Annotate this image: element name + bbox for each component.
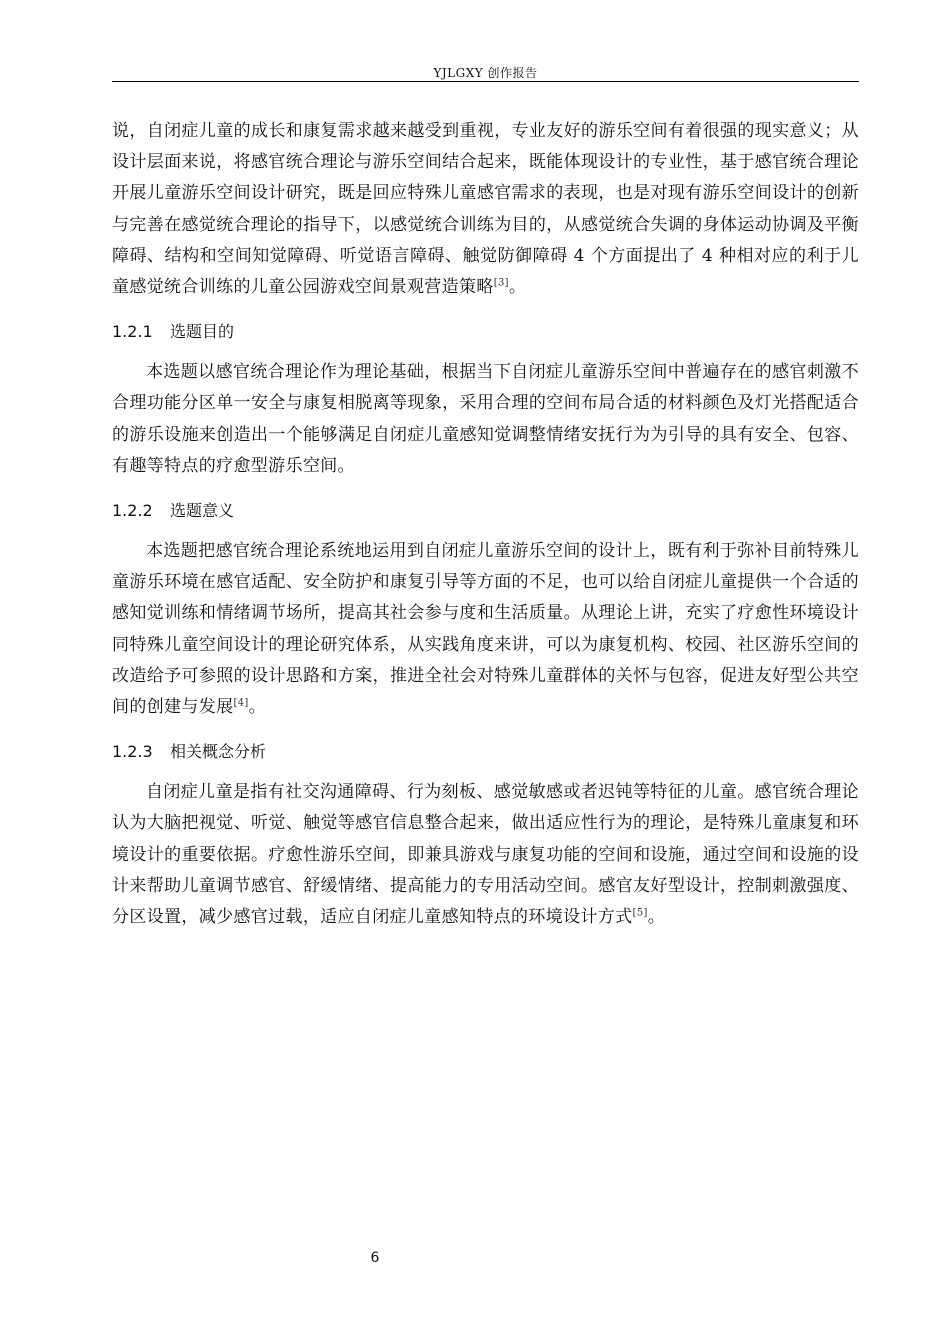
citation-ref: [3]: [493, 277, 509, 289]
section-text: 本选题以感官统合理论作为理论基础，根据当下自闭症儿童游乐空间中普遍存在的感官刺激不合理功能分区单一安全与康复相脱离等现象，采用合理的空间布局合适的材料颜色及灯光搭配适合的游乐设施来创造出一个能够满足自闭症儿童感知觉调整情绪安抚行为为引导的具有安全、包容、有趣等特点的疗愈型游乐空间。: [112, 362, 859, 476]
intro-paragraph: [112, 116, 859, 303]
section-title: 选题意义: [170, 501, 235, 521]
section-heading-1-2-1: [112, 321, 859, 343]
section-number: 1.2.2: [112, 501, 153, 521]
section-number: 1.2.1: [112, 322, 153, 342]
citation-ref: [5]: [632, 907, 648, 919]
section-text: 自闭症儿童是指有社交沟通障碍、行为刻板、感觉敏感或者迟钝等特征的儿童。感官统合理论认为大脑把视觉、听觉、触觉等感官信息整合起来，做出适应性行为的理论，是特殊儿童康复和环境设计的重要依据。疗愈性游乐空间，即兼具游戏与康复功能的空间和设施，通过空间和设施的设计来帮助儿童调节感官、舒缓情绪、提高能力的专用活动空间。感官友好型设计，控制刺激强度、分区设置，减少感官过载，适应自闭症儿童感知特点的环境设计方式: [112, 782, 859, 928]
section-title: 选题目的: [170, 322, 235, 342]
page-number: 6: [370, 1250, 380, 1266]
section-paragraph-1-2-1: [112, 357, 859, 482]
section-heading-1-2-3: [112, 741, 859, 763]
section-heading-1-2-2: [112, 500, 859, 522]
section-title: 相关概念分析: [170, 742, 267, 762]
citation-ref: [4]: [233, 697, 249, 709]
document-body: [112, 116, 859, 933]
section-text: 本选题把感官统合理论系统地运用到自闭症儿童游乐空间的设计上，既有利于弥补目前特殊儿童游乐环境在感官适配、安全防护和康复引导等方面的不足，也可以给自闭症儿童提供一个合适的感知觉训练和情绪调节场所，提高其社会参与度和生活质量。从理论上讲，充实了疗愈性环境设计同特殊儿童空间设计的理论研究体系，从实践角度来讲，可以为康复机构、校园、社区游乐空间的改造给予可参照的设计思路和方案，推进全社会对特殊儿童群体的关怀与包容，促进友好型公共空间的创建与发展: [112, 541, 859, 718]
header-rule: [112, 81, 859, 82]
page-header: YJLGXY 创作报告: [433, 66, 538, 80]
section-end: 。: [248, 697, 267, 718]
intro-end: 。: [508, 277, 527, 298]
section-end: 。: [647, 907, 666, 928]
section-paragraph-1-2-3: [112, 777, 859, 933]
section-paragraph-1-2-2: [112, 536, 859, 723]
intro-text: 说，自闭症儿童的成长和康复需求越来越受到重视，专业友好的游乐空间有着很强的现实意义；从设计层面来说，将感官统合理论与游乐空间结合起来，既能体现设计的专业性，基于感官统合理论开展儿童游乐空间设计研究，既是回应特殊儿童感官需求的表现，也是对现有游乐空间设计的创新与完善在感觉统合理论的指导下，以感觉统合训练为目的，从感觉统合失调的身体运动协调及平衡障碍、结构和空间知觉障碍、听觉语言障碍、触觉防御障碍 4 个方面提出了 4 种相对应的利于儿童感觉统合训练的儿童公园游戏空间景观营造策略: [112, 121, 859, 298]
section-number: 1.2.3: [112, 742, 153, 762]
